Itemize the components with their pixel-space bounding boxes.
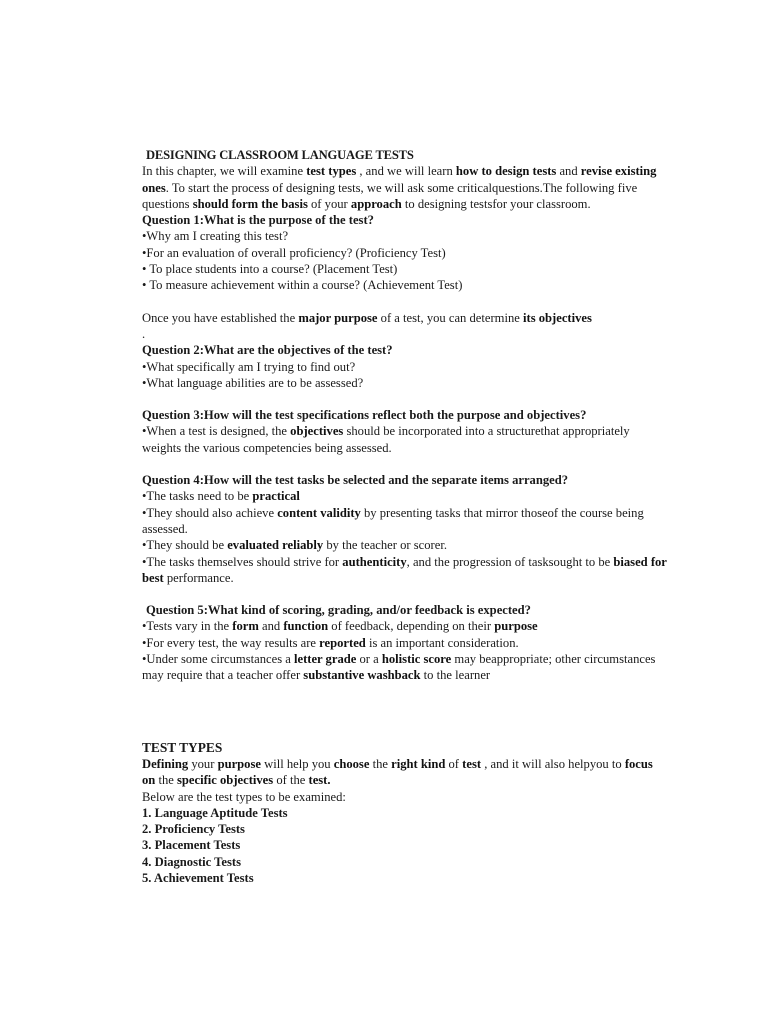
paragraph-text: of — [445, 756, 463, 771]
paragraph-text: your — [188, 756, 218, 771]
paragraph-bold: test — [462, 756, 482, 771]
intro-text: . To start the process of designing tests, we will ask some criticalquestions.The following five questions — [142, 180, 638, 211]
intro-bold: should form the basis — [192, 196, 308, 211]
paragraph-text: and — [258, 619, 284, 634]
test-types-intro: Below are the test types to be examined: — [142, 789, 346, 804]
question-4-bullet — [142, 488, 667, 504]
paragraph-bold: substantive washback — [303, 668, 421, 683]
test-types-heading: TEST TYPES — [142, 739, 223, 755]
question-5-bullet — [142, 651, 667, 684]
intro-paragraph — [142, 163, 667, 212]
paragraph-text: the — [155, 773, 177, 788]
paragraph-bold: function — [283, 619, 329, 634]
question-4-bullet — [142, 554, 667, 587]
paragraph-text: of a test, you can determine — [377, 310, 523, 325]
paragraph-bold: biased for best — [142, 554, 667, 585]
intro-text: to designing testsfor your classroom. — [401, 196, 591, 211]
paragraph-bold: choose — [333, 756, 370, 771]
question-5-bullet — [142, 618, 667, 634]
paragraph-bold: practical — [252, 489, 300, 504]
paragraph-bold: holistic score — [381, 652, 452, 667]
paragraph-text: •When a test is designed, the — [142, 424, 291, 439]
paragraph-text: , and the progression of tasksought to be — [406, 554, 614, 569]
question-2-heading: Question 2:What are the objectives of the test? — [142, 343, 393, 358]
paragraph-bold: evaluated reliably — [227, 538, 324, 553]
paragraph-text: •Under some circumstances a — [142, 652, 294, 667]
paragraph-bold: purpose — [217, 756, 261, 771]
paragraph-text: to the learner — [420, 668, 491, 683]
paragraph-text: by the teacher or scorer. — [323, 538, 447, 553]
paragraph-text: •They should be — [142, 538, 228, 553]
question-4-bullet — [142, 537, 667, 553]
paragraph-text: •The tasks themselves should strive for — [142, 554, 343, 569]
test-type-item: 3. Placement Tests — [142, 838, 241, 853]
paragraph-text: of the — [273, 773, 309, 788]
paragraph-text: is an important consideration. — [365, 635, 519, 650]
intro-text: , and we will learn — [356, 164, 456, 179]
paragraph-text: the — [369, 756, 392, 771]
question-1-bullet: •For an evaluation of overall proficiency? (Proficiency Test) — [142, 245, 446, 260]
test-type-item: 5. Achievement Tests — [142, 870, 254, 885]
question-1-bullet: • To measure achievement within a course? (Achievement Test) — [142, 278, 463, 293]
test-type-item: 1. Language Aptitude Tests — [142, 805, 288, 820]
intro-bold: test types — [306, 164, 357, 179]
paragraph-text: performance. — [163, 570, 234, 585]
paragraph-text: of feedback, depending on their — [328, 619, 495, 634]
paragraph-text: . — [142, 326, 146, 341]
intro-text: In this chapter, we will examine — [142, 164, 307, 179]
paragraph-bold: focus on — [142, 756, 653, 788]
question-2-bullet: •What specifically am I trying to find out? — [142, 359, 356, 374]
paragraph-text: by presenting tasks that mirror thoseof the course being assessed. — [142, 505, 644, 536]
question-3-text — [142, 423, 667, 456]
question-1-bullet: •Why am I creating this test? — [142, 229, 289, 244]
question-4-bullet — [142, 505, 667, 538]
intro-text: of your — [307, 196, 351, 211]
paragraph-bold: Defining — [142, 756, 189, 771]
paragraph-bold: authenticity — [342, 554, 407, 569]
paragraph-bold: letter grade — [293, 652, 357, 667]
paragraph-bold: specific objectives — [177, 773, 274, 788]
paragraph-bold: its objectives — [523, 310, 592, 325]
question-1-heading: Question 1:What is the purpose of the test? — [142, 213, 374, 228]
test-type-item: 2. Proficiency Tests — [142, 822, 245, 837]
paragraph-bold: reported — [319, 635, 366, 650]
paragraph-text: will help you — [260, 756, 334, 771]
paragraph-bold: purpose — [494, 619, 538, 634]
document-body — [142, 147, 667, 886]
paragraph-text: , and it will also helpyou to — [481, 756, 625, 771]
paragraph-bold: right kind — [391, 756, 446, 771]
paragraph-bold: major purpose — [298, 310, 378, 325]
question-5-heading: Question 5:What kind of scoring, grading, and/or feedback is expected? — [146, 603, 531, 618]
intro-bold: how to design tests — [455, 164, 557, 179]
paragraph-text: may beappropriate; other circumstances may require that a teacher offer — [142, 652, 656, 683]
test-types-paragraph — [142, 756, 667, 789]
paragraph-bold: objectives — [290, 424, 344, 439]
intro-text: and — [556, 164, 581, 179]
paragraph-text: •For every test, the way results are — [142, 635, 320, 650]
paragraph-bold: content validity — [277, 505, 361, 520]
paragraph-bold: test. — [308, 773, 331, 788]
paragraph-bold: form — [232, 619, 259, 634]
paragraph-text: •Tests vary in the — [142, 619, 233, 634]
question-1-bullet: • To place students into a course? (Placement Test) — [142, 262, 398, 277]
objectives-paragraph — [142, 310, 667, 343]
document-title: DESIGNING CLASSROOM LANGUAGE TESTS — [146, 148, 414, 162]
question-5-bullet — [142, 635, 667, 651]
test-type-item: 4. Diagnostic Tests — [142, 854, 242, 869]
paragraph-text: Once you have established the — [142, 310, 299, 325]
intro-bold: revise existing ones — [142, 164, 657, 195]
intro-bold: approach — [350, 196, 402, 211]
question-4-heading: Question 4:How will the test tasks be selected and the separate items arranged? — [142, 473, 569, 488]
question-3-heading: Question 3:How will the test specifications reflect both the purpose and objectives? — [142, 408, 587, 423]
question-2-bullet: •What language abilities are to be assessed? — [142, 375, 364, 390]
paragraph-text: •They should also achieve — [142, 505, 278, 520]
paragraph-text: •The tasks need to be — [142, 489, 253, 504]
paragraph-text: or a — [356, 652, 382, 667]
paragraph-text: should be incorporated into a structurethat appropriately weights the various competencies being assessed. — [142, 424, 630, 455]
